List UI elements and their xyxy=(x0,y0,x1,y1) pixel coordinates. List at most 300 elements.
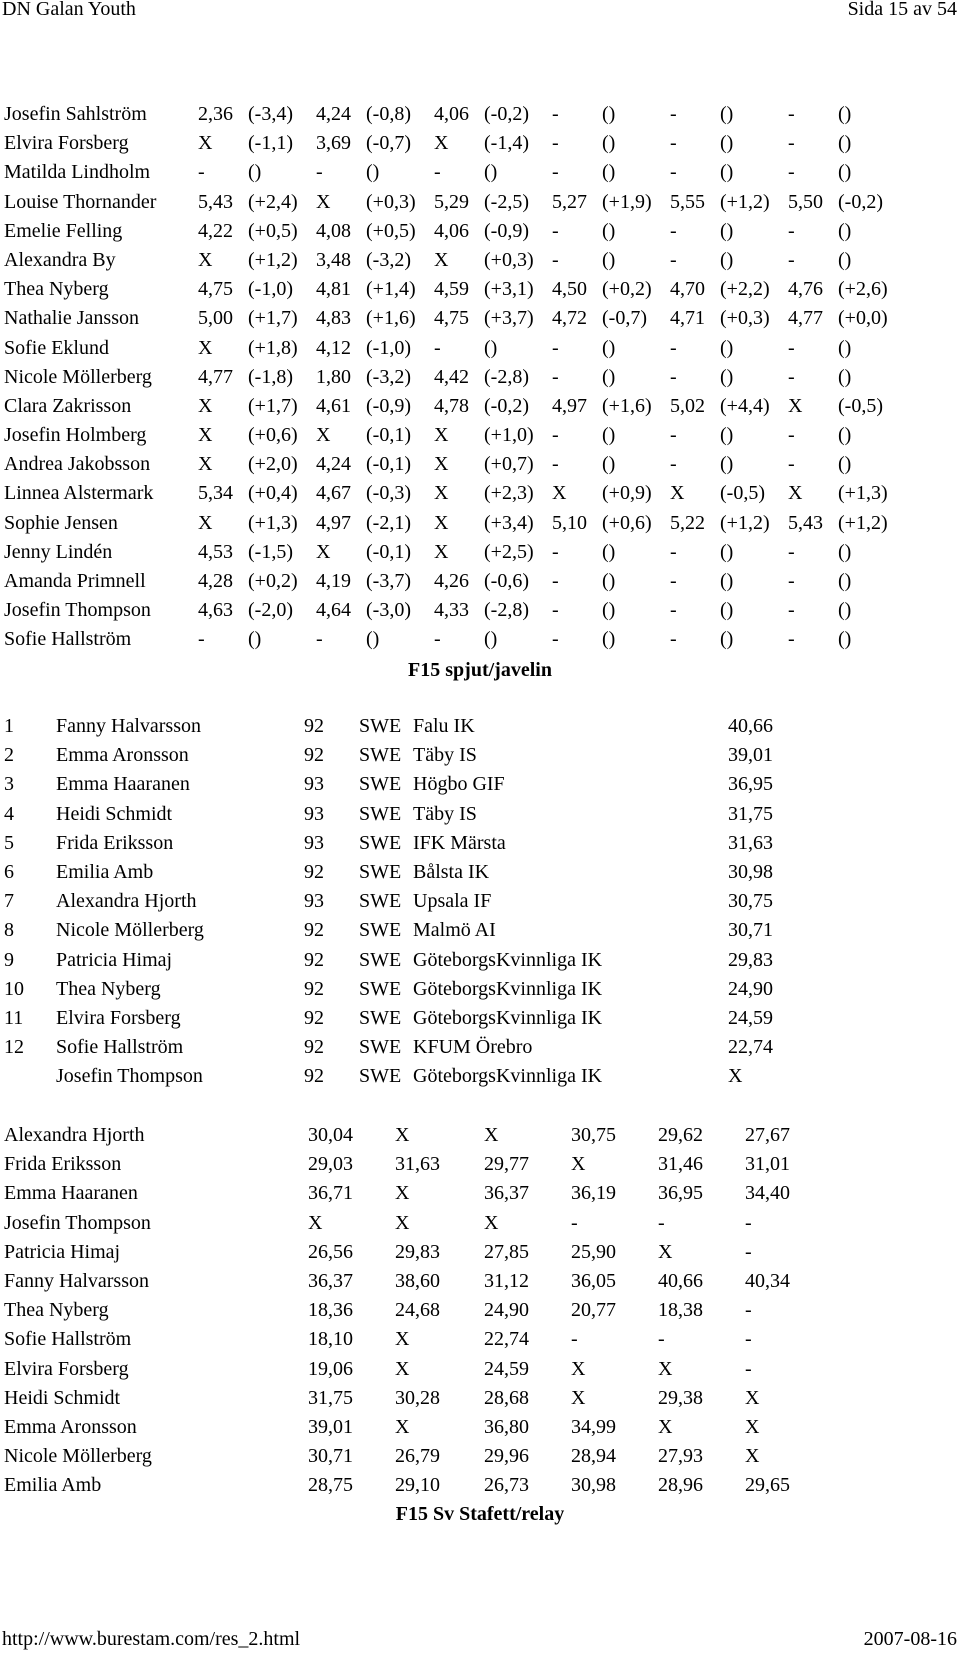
throw-result: 29,65 xyxy=(745,1474,790,1497)
wind-reading: (+1,2) xyxy=(720,511,770,534)
jump-result: 5,43 xyxy=(198,190,233,213)
result-result: 30,71 xyxy=(728,919,773,942)
wind-reading: (-0,1) xyxy=(366,453,411,476)
wind-reading: (+1,9) xyxy=(602,190,652,213)
jump-result: - xyxy=(788,424,795,447)
jump-result: 4,59 xyxy=(434,278,469,301)
jump-result: 4,64 xyxy=(316,599,351,622)
throw-result: X xyxy=(395,1124,410,1146)
table-row xyxy=(4,715,828,744)
wind-reading: () xyxy=(720,453,734,476)
result-place: 12 xyxy=(4,1036,24,1059)
wind-reading: (+1,2) xyxy=(248,248,298,271)
throw-result: 27,93 xyxy=(658,1445,703,1468)
jump-result: - xyxy=(552,365,559,388)
jump-result: - xyxy=(552,161,559,184)
wind-reading: () xyxy=(602,132,616,155)
jump-result: X xyxy=(198,132,213,155)
wind-reading: () xyxy=(838,336,852,359)
jump-result: - xyxy=(670,336,677,359)
throw-result: 20,77 xyxy=(571,1299,616,1322)
result-result: 31,75 xyxy=(728,802,773,825)
table-row xyxy=(4,1153,832,1182)
jump-result: 5,29 xyxy=(434,190,469,213)
jump-result: - xyxy=(670,628,677,651)
jump-result: - xyxy=(552,453,559,476)
wind-reading: (+1,0) xyxy=(484,424,534,447)
table-row xyxy=(4,832,828,861)
table-row xyxy=(4,1036,828,1065)
wind-reading: (+1,2) xyxy=(720,190,770,213)
throw-result: 26,73 xyxy=(484,1474,529,1497)
wind-reading: () xyxy=(602,570,616,592)
jump-result: - xyxy=(552,599,559,622)
jump-result: X xyxy=(198,394,213,417)
table-row xyxy=(4,512,906,541)
jump-result: 5,02 xyxy=(670,394,705,417)
table-row xyxy=(4,570,906,599)
throw-result: - xyxy=(571,1211,578,1234)
wind-reading: () xyxy=(838,132,852,155)
wind-reading: () xyxy=(838,540,852,563)
throw-result: X xyxy=(484,1211,499,1234)
jump-result: 4,71 xyxy=(670,307,705,330)
throw-result: 18,36 xyxy=(308,1299,353,1322)
result-result: 24,59 xyxy=(728,1006,773,1029)
jump-result: 4,53 xyxy=(198,540,233,563)
wind-reading: () xyxy=(484,336,498,359)
wind-reading: (+0,4) xyxy=(248,482,298,505)
result-name: Frida Eriksson xyxy=(56,831,174,854)
jump-result: - xyxy=(670,540,677,563)
throw-result: 36,05 xyxy=(571,1269,616,1292)
table-row xyxy=(4,1474,832,1503)
table-row xyxy=(4,1124,832,1153)
jump-result: X xyxy=(198,248,213,271)
athlete-name: Fanny Halvarsson xyxy=(4,1269,149,1292)
jump-result: 4,06 xyxy=(434,219,469,242)
result-country: SWE xyxy=(359,802,402,825)
throw-result: X xyxy=(308,1211,323,1234)
table-row xyxy=(4,1212,832,1241)
jump-result: - xyxy=(670,570,677,592)
wind-reading: (-0,3) xyxy=(366,482,411,505)
jump-result: - xyxy=(434,161,441,184)
jump-result: X xyxy=(434,248,449,271)
table-row xyxy=(4,803,828,832)
result-result: 29,83 xyxy=(728,948,773,971)
throw-result: 36,95 xyxy=(658,1182,703,1205)
throw-result: 36,71 xyxy=(308,1182,353,1205)
throw-result: - xyxy=(745,1357,752,1380)
table-row xyxy=(4,890,828,919)
throw-result: X xyxy=(571,1386,586,1409)
wind-reading: () xyxy=(838,599,852,622)
table-row xyxy=(4,628,906,657)
result-club: Falu IK xyxy=(413,715,475,737)
wind-reading: (-0,7) xyxy=(366,132,411,155)
table-row xyxy=(4,395,906,424)
result-name: Sofie Hallström xyxy=(56,1036,184,1059)
throw-result: 40,66 xyxy=(658,1269,703,1292)
result-name: Alexandra Hjorth xyxy=(56,890,197,913)
jump-result: 5,22 xyxy=(670,511,705,534)
jump-result: - xyxy=(670,219,677,242)
throw-result: 29,10 xyxy=(395,1474,440,1497)
result-club: KFUM Örebro xyxy=(413,1036,533,1059)
wind-reading: (-0,1) xyxy=(366,540,411,563)
throw-result: 30,75 xyxy=(571,1124,616,1146)
result-result: X xyxy=(728,1065,743,1088)
table-row xyxy=(4,744,828,773)
throw-result: 18,38 xyxy=(658,1299,703,1322)
jump-result: 4,77 xyxy=(788,307,823,330)
wind-reading: (-1,5) xyxy=(248,540,293,563)
result-name: Fanny Halvarsson xyxy=(56,715,201,737)
jump-result: 3,69 xyxy=(316,132,351,155)
jump-result: X xyxy=(434,511,449,534)
jump-result: - xyxy=(788,103,795,125)
wind-reading: (+0,2) xyxy=(248,570,298,592)
throw-result: 28,96 xyxy=(658,1474,703,1497)
throw-result: 30,71 xyxy=(308,1445,353,1468)
table-row xyxy=(4,949,828,978)
throw-result: 40,34 xyxy=(745,1269,790,1292)
athlete-name: Elvira Forsberg xyxy=(4,132,129,155)
athlete-name: Alexandra Hjorth xyxy=(4,1124,145,1146)
jump-result: - xyxy=(788,161,795,184)
jump-result: 4,24 xyxy=(316,453,351,476)
throw-result: 24,90 xyxy=(484,1299,529,1322)
javelin-series-table xyxy=(4,1124,832,1503)
wind-reading: (+2,3) xyxy=(484,482,534,505)
athlete-name: Clara Zakrisson xyxy=(4,394,132,417)
jump-result: X xyxy=(434,453,449,476)
athlete-name: Thea Nyberg xyxy=(4,278,109,301)
jump-result: - xyxy=(788,453,795,476)
result-year: 92 xyxy=(304,977,324,1000)
table-row xyxy=(4,1270,832,1299)
table-row xyxy=(4,1358,832,1387)
result-year: 93 xyxy=(304,831,324,854)
table-row xyxy=(4,278,906,307)
wind-reading: (-2,5) xyxy=(484,190,529,213)
table-row xyxy=(4,1445,832,1474)
result-result: 36,95 xyxy=(728,773,773,796)
wind-reading: (+1,6) xyxy=(602,394,652,417)
jump-result: X xyxy=(198,336,213,359)
throw-result: - xyxy=(745,1211,752,1234)
jump-result: 5,55 xyxy=(670,190,705,213)
jump-result: 4,12 xyxy=(316,336,351,359)
result-year: 92 xyxy=(304,744,324,767)
result-country: SWE xyxy=(359,773,402,796)
throw-result: 39,01 xyxy=(308,1415,353,1438)
result-result: 39,01 xyxy=(728,744,773,767)
jump-result: - xyxy=(788,219,795,242)
wind-reading: (-1,4) xyxy=(484,132,529,155)
jump-result: 4,19 xyxy=(316,570,351,592)
athlete-name: Alexandra By xyxy=(4,248,116,271)
throw-result: - xyxy=(658,1211,665,1234)
result-country: SWE xyxy=(359,1006,402,1029)
jump-result: X xyxy=(198,453,213,476)
wind-reading: (-2,0) xyxy=(248,599,293,622)
result-club: GöteborgsKvinnliga IK xyxy=(413,948,603,971)
result-place: 1 xyxy=(4,715,14,737)
jump-result: - xyxy=(788,248,795,271)
table-row xyxy=(4,337,906,366)
jump-result: - xyxy=(788,365,795,388)
wind-reading: () xyxy=(838,628,852,651)
jump-result: - xyxy=(670,132,677,155)
result-country: SWE xyxy=(359,1036,402,1059)
jump-result: 4,67 xyxy=(316,482,351,505)
jump-result: - xyxy=(552,336,559,359)
jump-result: - xyxy=(788,570,795,592)
jump-result: 4,77 xyxy=(198,365,233,388)
table-row xyxy=(4,220,906,249)
throw-result: - xyxy=(658,1328,665,1351)
page-footer xyxy=(0,1628,960,1654)
wind-reading: (-3,4) xyxy=(248,103,293,125)
jump-result: 4,70 xyxy=(670,278,705,301)
jump-result: 4,97 xyxy=(552,394,587,417)
athlete-name: Sofie Hallström xyxy=(4,628,132,651)
jump-result: - xyxy=(552,132,559,155)
jump-result: X xyxy=(434,424,449,447)
source-url: http://www.burestam.com/res_2.html xyxy=(2,1628,301,1650)
table-row xyxy=(4,1416,832,1445)
result-place: 9 xyxy=(4,948,14,971)
table-row xyxy=(4,161,906,190)
result-place: 5 xyxy=(4,831,14,854)
wind-reading: (-0,2) xyxy=(484,103,529,125)
athlete-name: Thea Nyberg xyxy=(4,1299,109,1322)
jump-result: 1,80 xyxy=(316,365,351,388)
jump-result: 4,06 xyxy=(434,103,469,125)
table-row xyxy=(4,366,906,395)
throw-result: 29,38 xyxy=(658,1386,703,1409)
jump-result: - xyxy=(552,540,559,563)
result-country: SWE xyxy=(359,977,402,1000)
jump-result: X xyxy=(434,482,449,505)
throw-result: X xyxy=(745,1386,760,1409)
wind-reading: (+1,7) xyxy=(248,394,298,417)
wind-reading: (+2,5) xyxy=(484,540,534,563)
throw-result: 29,03 xyxy=(308,1153,353,1176)
wind-reading: () xyxy=(720,219,734,242)
result-club: GöteborgsKvinnliga IK xyxy=(413,977,603,1000)
throw-result: 31,75 xyxy=(308,1386,353,1409)
wind-reading: () xyxy=(484,161,498,184)
result-place: 4 xyxy=(4,802,14,825)
result-year: 93 xyxy=(304,890,324,913)
wind-reading: (+3,7) xyxy=(484,307,534,330)
wind-reading: (+2,0) xyxy=(248,453,298,476)
result-country: SWE xyxy=(359,1065,402,1088)
result-result: 30,98 xyxy=(728,860,773,883)
jump-result: - xyxy=(670,103,677,125)
throw-result: 34,99 xyxy=(571,1415,616,1438)
throw-result: 26,79 xyxy=(395,1445,440,1468)
result-country: SWE xyxy=(359,860,402,883)
jump-result: - xyxy=(552,424,559,447)
wind-reading: () xyxy=(720,424,734,447)
jump-result: 4,50 xyxy=(552,278,587,301)
result-club: Malmö AI xyxy=(413,919,496,942)
table-row xyxy=(4,103,906,132)
throw-result: 29,62 xyxy=(658,1124,703,1146)
wind-reading: (-0,7) xyxy=(602,307,647,330)
athlete-name: Emma Aronsson xyxy=(4,1415,137,1438)
wind-reading: () xyxy=(720,628,734,651)
result-name: Patricia Himaj xyxy=(56,948,173,971)
result-club: GöteborgsKvinnliga IK xyxy=(413,1065,603,1088)
wind-reading: () xyxy=(602,453,616,476)
wind-reading: (+0,0) xyxy=(838,307,888,330)
throw-result: 36,19 xyxy=(571,1182,616,1205)
table-row xyxy=(4,1182,832,1211)
jump-result: X xyxy=(552,482,567,505)
result-place: 11 xyxy=(4,1006,24,1029)
table-row xyxy=(4,1299,832,1328)
result-club: GöteborgsKvinnliga IK xyxy=(413,1006,603,1029)
wind-reading: () xyxy=(602,628,616,651)
jump-result: 4,24 xyxy=(316,103,351,125)
table-row xyxy=(4,773,828,802)
wind-reading: (+1,4) xyxy=(366,278,416,301)
wind-reading: () xyxy=(838,219,852,242)
wind-reading: (-0,2) xyxy=(484,394,529,417)
jump-result: X xyxy=(670,482,685,505)
throw-result: 36,37 xyxy=(308,1269,353,1292)
jump-result: X xyxy=(198,511,213,534)
athlete-name: Sofie Eklund xyxy=(4,336,109,359)
throw-result: X xyxy=(745,1445,760,1468)
wind-reading: () xyxy=(838,248,852,271)
wind-reading: () xyxy=(366,161,380,184)
jump-result: X xyxy=(316,190,331,213)
throw-result: X xyxy=(395,1328,410,1351)
jump-result: - xyxy=(670,424,677,447)
jump-result: 4,26 xyxy=(434,570,469,592)
throw-result: 22,74 xyxy=(484,1328,529,1351)
wind-reading: (+0,5) xyxy=(366,219,416,242)
result-year: 92 xyxy=(304,1065,324,1088)
result-name: Emma Aronsson xyxy=(56,744,189,767)
athlete-name: Emilia Amb xyxy=(4,1474,102,1497)
jump-result: 4,76 xyxy=(788,278,823,301)
jump-result: 4,08 xyxy=(316,219,351,242)
result-club: Täby IS xyxy=(413,744,477,767)
result-club: IFK Märsta xyxy=(413,831,506,854)
jump-result: 5,43 xyxy=(788,511,823,534)
jump-result: - xyxy=(670,161,677,184)
wind-reading: (-3,7) xyxy=(366,570,411,592)
athlete-name: Sophie Jensen xyxy=(4,511,118,534)
wind-reading: () xyxy=(838,424,852,447)
table-row xyxy=(4,191,906,220)
wind-reading: (+2,2) xyxy=(720,278,770,301)
table-row xyxy=(4,482,906,511)
wind-reading: () xyxy=(602,424,616,447)
result-name: Emilia Amb xyxy=(56,860,154,883)
wind-reading: () xyxy=(602,248,616,271)
table-row xyxy=(4,599,906,628)
throw-result: X xyxy=(395,1357,410,1380)
jump-result: - xyxy=(788,599,795,622)
wind-reading: (+0,3) xyxy=(484,248,534,271)
throw-result: - xyxy=(745,1240,752,1263)
result-name: Josefin Thompson xyxy=(56,1065,203,1088)
wind-reading: () xyxy=(838,453,852,476)
result-country: SWE xyxy=(359,890,402,913)
table-row xyxy=(4,1328,832,1357)
throw-result: X xyxy=(395,1182,410,1205)
throw-result: 25,90 xyxy=(571,1240,616,1263)
wind-reading: (-1,0) xyxy=(366,336,411,359)
throw-result: - xyxy=(745,1299,752,1322)
throw-result: 31,01 xyxy=(745,1153,790,1176)
throw-result: X xyxy=(395,1211,410,1234)
throw-result: 29,83 xyxy=(395,1240,440,1263)
wind-reading: (-0,2) xyxy=(838,190,883,213)
jump-result: - xyxy=(198,628,205,651)
jump-result: 4,22 xyxy=(198,219,233,242)
jump-result: 4,33 xyxy=(434,599,469,622)
result-club: Bålsta IK xyxy=(413,860,490,883)
wind-reading: (+4,4) xyxy=(720,394,770,417)
wind-reading: () xyxy=(720,599,734,622)
wind-reading: (+0,6) xyxy=(602,511,652,534)
throw-result: 34,40 xyxy=(745,1182,790,1205)
result-year: 92 xyxy=(304,1036,324,1059)
wind-reading: () xyxy=(720,365,734,388)
jump-result: 4,81 xyxy=(316,278,351,301)
jump-result: 5,00 xyxy=(198,307,233,330)
result-place: 6 xyxy=(4,860,14,883)
wind-reading: (+3,4) xyxy=(484,511,534,534)
wind-reading: (-1,8) xyxy=(248,365,293,388)
jump-result: - xyxy=(552,219,559,242)
jump-result: 4,72 xyxy=(552,307,587,330)
throw-result: 38,60 xyxy=(395,1269,440,1292)
table-row xyxy=(4,1065,828,1094)
jump-result: 4,61 xyxy=(316,394,351,417)
jump-result: 4,28 xyxy=(198,570,233,592)
athlete-name: Emelie Felling xyxy=(4,219,123,242)
wind-reading: () xyxy=(838,365,852,388)
throw-result: X xyxy=(745,1415,760,1438)
throw-result: 31,12 xyxy=(484,1269,529,1292)
throw-result: 26,56 xyxy=(308,1240,353,1263)
throw-result: 27,67 xyxy=(745,1124,790,1146)
wind-reading: (+0,3) xyxy=(720,307,770,330)
wind-reading: (-0,1) xyxy=(366,424,411,447)
throw-result: X xyxy=(658,1357,673,1380)
jump-result: 5,10 xyxy=(552,511,587,534)
throw-result: 27,85 xyxy=(484,1240,529,1263)
athlete-name: Linnea Alstermark xyxy=(4,482,154,505)
wind-reading: (-3,2) xyxy=(366,365,411,388)
wind-reading: () xyxy=(602,336,616,359)
wind-reading: (+1,7) xyxy=(248,307,298,330)
result-year: 92 xyxy=(304,948,324,971)
athlete-name: Emma Haaranen xyxy=(4,1182,138,1205)
document-title: DN Galan Youth xyxy=(2,0,136,20)
throw-result: 30,04 xyxy=(308,1124,353,1146)
